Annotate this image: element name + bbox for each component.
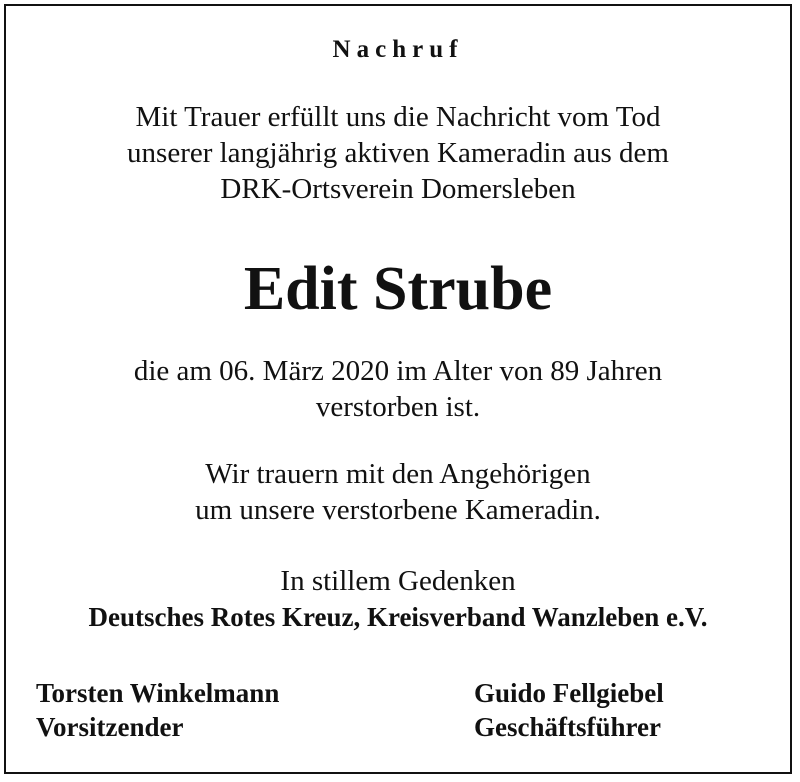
deceased-name: Edit Strube bbox=[243, 255, 553, 323]
death-line-1: die am 06. März 2020 im Alter von 89 Jahren bbox=[133, 355, 663, 387]
signatory-left-title: Vorsitzender bbox=[36, 712, 184, 742]
signatory-left bbox=[36, 676, 279, 744]
mourning-line-2: um unsere verstorbene Kameradin. bbox=[195, 494, 601, 526]
intro-line-3: DRK-Ortsverein Domersleben bbox=[220, 173, 576, 205]
intro-line-2: unserer langjährig aktiven Kameradin aus dem bbox=[127, 137, 669, 169]
notice-heading: Nachruf bbox=[332, 36, 464, 63]
obituary-notice bbox=[4, 4, 792, 774]
closing-text: In stillem Gedenken bbox=[280, 565, 516, 597]
signatory-left-name: Torsten Winkelmann bbox=[36, 678, 280, 708]
mourning-line-1: Wir trauern mit den Angehörigen bbox=[205, 458, 591, 490]
signatory-right-title: Geschäftsführer bbox=[474, 712, 661, 742]
signatory-right bbox=[474, 676, 664, 744]
intro-line-1: Mit Trauer erfüllt uns die Nachricht vom Tod bbox=[135, 101, 661, 133]
death-line-2: verstorben ist. bbox=[315, 391, 481, 423]
organization-name: Deutsches Rotes Kreuz, Kreisverband Wanzleben e.V. bbox=[88, 602, 708, 632]
signatory-right-name: Guido Fellgiebel bbox=[474, 678, 664, 708]
